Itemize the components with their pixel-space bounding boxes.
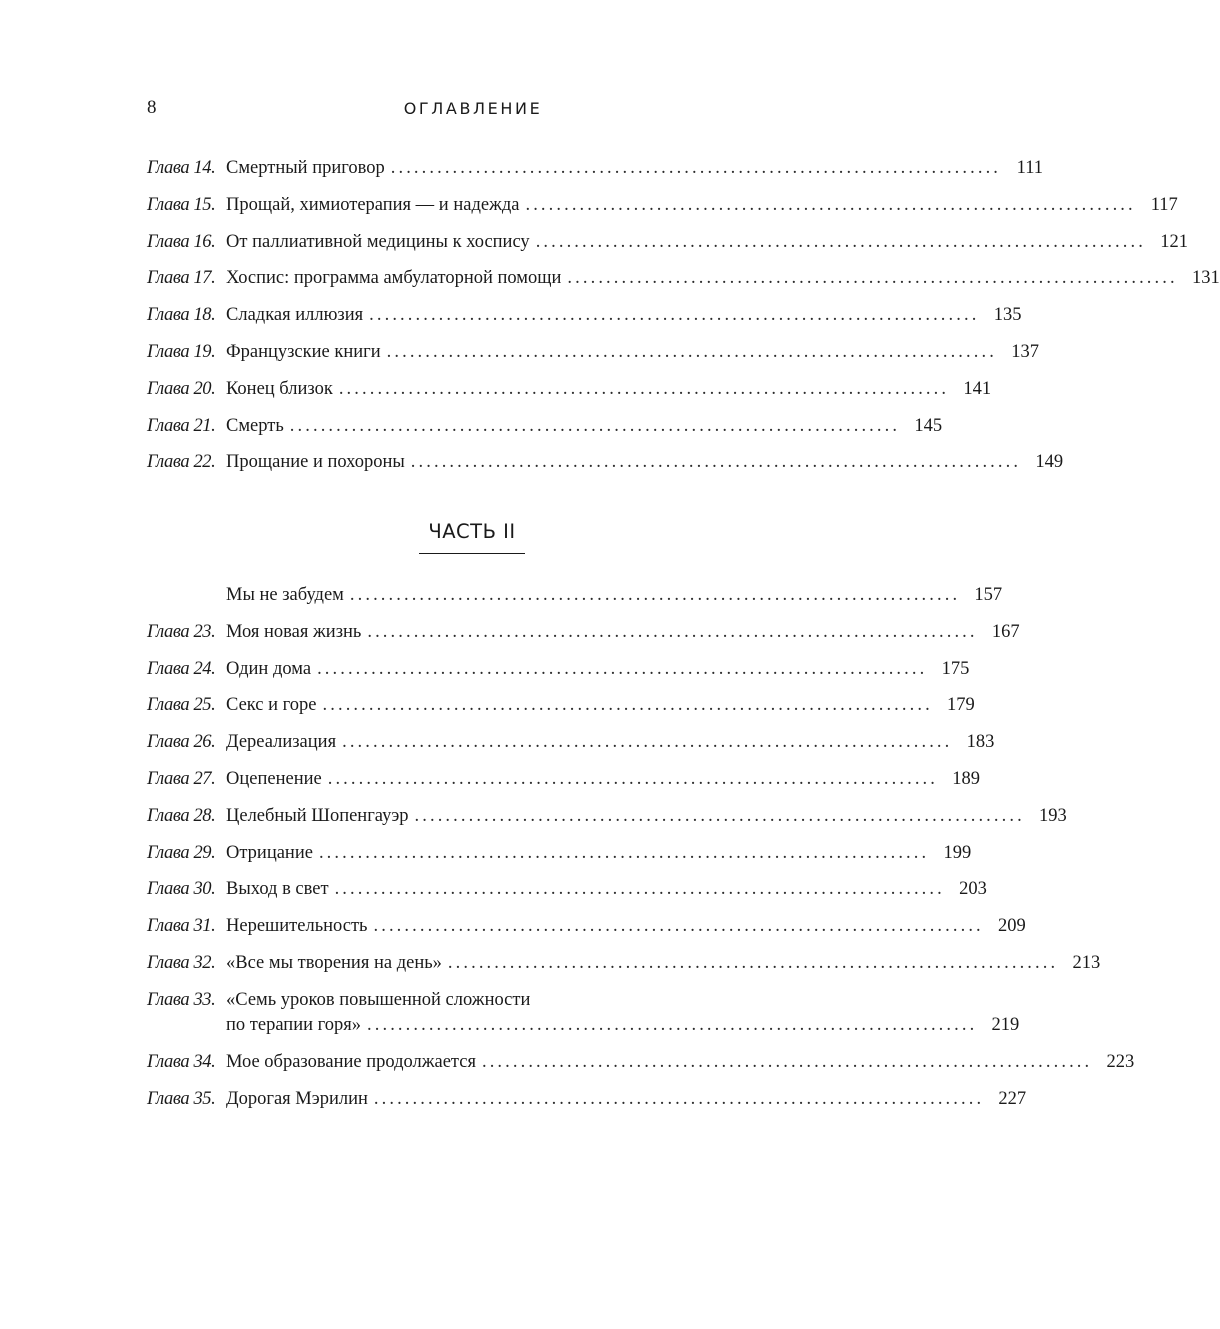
chapter-label: Глава 22. (147, 452, 216, 473)
chapter-page: 227 (998, 1088, 1027, 1109)
chapter-title: Нерешительность (226, 916, 368, 937)
dot-leader: ............................................................................... (367, 1014, 978, 1035)
chapter-label: Глава 15. (147, 194, 216, 215)
chapter-label: Глава 20. (147, 378, 216, 399)
chapter-label: Глава 30. (147, 879, 216, 900)
chapter-page: 175 (941, 658, 970, 679)
chapter-label: Глава 33. (147, 989, 216, 1010)
chapter-title: Оцепенение (226, 768, 322, 789)
chapter-page: 137 (1011, 341, 1039, 362)
part-heading: ЧАСТЬ II (428, 520, 516, 543)
running-head: ОГЛАВЛЕНИЕ (403, 99, 543, 118)
dot-leader: ............................................................................... (369, 305, 980, 326)
toc-entry-ch20[interactable] (147, 378, 992, 415)
toc-entry-ch29[interactable] (147, 842, 972, 879)
chapter-label: Глава 17. (147, 268, 216, 289)
chapter-title: Смерть (226, 415, 284, 436)
chapter-label: Глава 23. (147, 621, 216, 642)
chapter-label: Глава 29. (147, 842, 216, 863)
chapter-page: 209 (998, 916, 1026, 937)
dot-leader: ............................................................................... (327, 768, 938, 789)
chapter-page: 219 (991, 1014, 1020, 1035)
toc-entry-ch14[interactable] (147, 157, 1044, 194)
chapter-label: Глава 24. (147, 658, 216, 679)
toc-entry-ch26[interactable] (147, 731, 995, 768)
toc-entry-ch23[interactable] (147, 621, 1020, 658)
toc-entry-ch22[interactable] (147, 451, 1064, 488)
chapter-title: Дереализация (226, 732, 337, 753)
chapter-title: Моя новая жизнь (226, 621, 362, 642)
chapter-title: Мое образование продолжается (226, 1051, 476, 1072)
toc-entry-ch30[interactable] (147, 878, 987, 915)
chapter-title: Смертный приговор (226, 158, 385, 178)
chapter-page: 179 (947, 695, 975, 716)
toc-entry-ch27[interactable] (147, 768, 980, 805)
chapter-title-line-2: по терапии горя» (226, 1014, 362, 1035)
chapter-title: Конец близок (226, 378, 333, 399)
toc-part-2 (147, 584, 1135, 1124)
chapter-label: Глава 16. (147, 231, 216, 252)
toc-entry-ch24[interactable] (147, 658, 970, 695)
chapter-page: 189 (952, 768, 980, 789)
dot-leader: ............................................................................... (317, 658, 928, 679)
dot-leader: ............................................................................... (567, 268, 1178, 289)
dot-leader: ............................................................................... (367, 621, 978, 642)
chapter-page: 183 (966, 732, 995, 753)
chapter-label: Глава 26. (147, 732, 216, 753)
chapter-title: «Все мы творения на день» (226, 952, 442, 973)
chapter-page: 193 (1039, 805, 1067, 826)
chapter-title: Мы не забудем (226, 585, 344, 605)
dot-leader: ............................................................................... (481, 1051, 1093, 1072)
chapter-label: Глава 28. (147, 805, 216, 826)
dot-leader: ............................................................................... (414, 805, 1025, 826)
chapter-page: 145 (914, 415, 943, 436)
toc-entry-ch28[interactable] (147, 805, 1067, 842)
toc-entry-ch18[interactable] (147, 304, 1022, 341)
toc-entry-ch15[interactable] (147, 194, 1178, 231)
dot-leader: ............................................................................... (535, 231, 1146, 252)
chapter-page: 111 (1016, 158, 1044, 178)
toc-entry-prologue[interactable] (147, 584, 1003, 621)
chapter-page: 199 (943, 842, 972, 863)
toc-entry-ch32[interactable] (147, 952, 1101, 989)
chapter-page: 157 (974, 585, 1003, 605)
chapter-label: Глава 19. (147, 341, 216, 362)
chapter-page: 167 (991, 621, 1020, 642)
chapter-page: 213 (1072, 952, 1101, 973)
chapter-title: Дорогая Мэрилин (226, 1088, 368, 1109)
chapter-page: 117 (1150, 194, 1178, 215)
toc-entry-ch33[interactable] (147, 989, 1020, 1051)
chapter-title: Секс и горе (226, 695, 317, 716)
dot-leader: ............................................................................... (410, 452, 1022, 473)
chapter-page: 141 (963, 378, 992, 399)
chapter-title: Сладкая иллюзия (226, 305, 364, 326)
chapter-label: Глава 25. (147, 695, 216, 716)
dot-leader: ............................................................................... (338, 378, 950, 399)
chapter-label: Глава 34. (147, 1051, 216, 1072)
chapter-title: Хоспис: программа амбулаторной помощи (226, 268, 562, 289)
dot-leader: ............................................................................... (349, 585, 961, 605)
chapter-title: От паллиативной медицины к хоспису (226, 231, 530, 252)
chapter-page: 203 (959, 879, 987, 900)
dot-leader: ............................................................................... (525, 194, 1136, 215)
chapter-title-line-1: «Семь уроков повышенной сложности (226, 989, 531, 1010)
dot-leader: ............................................................................... (373, 1088, 985, 1109)
chapter-page: 131 (1191, 268, 1220, 289)
toc-entry-ch31[interactable] (147, 915, 1026, 952)
chapter-page: 149 (1035, 452, 1064, 473)
chapter-title: Французские книги (226, 341, 381, 362)
chapter-page: 121 (1160, 231, 1188, 252)
page-number: 8 (147, 97, 157, 118)
dot-leader: ............................................................................... (447, 952, 1059, 973)
chapter-title: Прощай, химиотерапия — и надежда (226, 194, 520, 215)
chapter-label: Глава 18. (147, 305, 216, 326)
dot-leader: ............................................................................... (373, 916, 984, 937)
dot-leader: ............................................................................... (318, 842, 930, 863)
chapter-label: Глава 35. (147, 1088, 216, 1109)
chapter-label: Глава 14. (147, 158, 216, 178)
chapter-title: Выход в свет (226, 879, 329, 900)
dot-leader: ............................................................................... (342, 732, 953, 753)
chapter-title: Один дома (226, 658, 312, 679)
dot-leader: ............................................................................... (322, 695, 933, 716)
toc-entry-ch34[interactable] (147, 1051, 1135, 1088)
chapter-page: 223 (1106, 1051, 1135, 1072)
dot-leader: ............................................................................... (289, 415, 901, 436)
dot-leader: ............................................................................... (334, 879, 945, 900)
chapter-page: 135 (993, 305, 1022, 326)
part-heading-underline (419, 553, 525, 554)
chapter-title: Прощание и похороны (226, 452, 405, 473)
chapter-label: Глава 32. (147, 952, 216, 973)
toc-entry-ch21[interactable] (147, 415, 943, 452)
toc-entry-ch17[interactable] (147, 267, 1220, 304)
chapter-label: Глава 21. (147, 415, 216, 436)
toc-entry-ch35[interactable] (147, 1088, 1027, 1125)
chapter-title: Отрицание (226, 842, 313, 863)
chapter-label: Глава 31. (147, 916, 216, 937)
toc-entry-ch19[interactable] (147, 341, 1039, 378)
toc-entry-ch25[interactable] (147, 694, 975, 731)
dot-leader: ............................................................................... (386, 341, 997, 362)
toc-part-1 (147, 157, 1220, 488)
toc-entry-ch16[interactable] (147, 231, 1188, 268)
chapter-label: Глава 27. (147, 768, 216, 789)
dot-leader: ............................................................................... (390, 158, 1002, 178)
chapter-title: Целебный Шопенгауэр (226, 805, 409, 826)
